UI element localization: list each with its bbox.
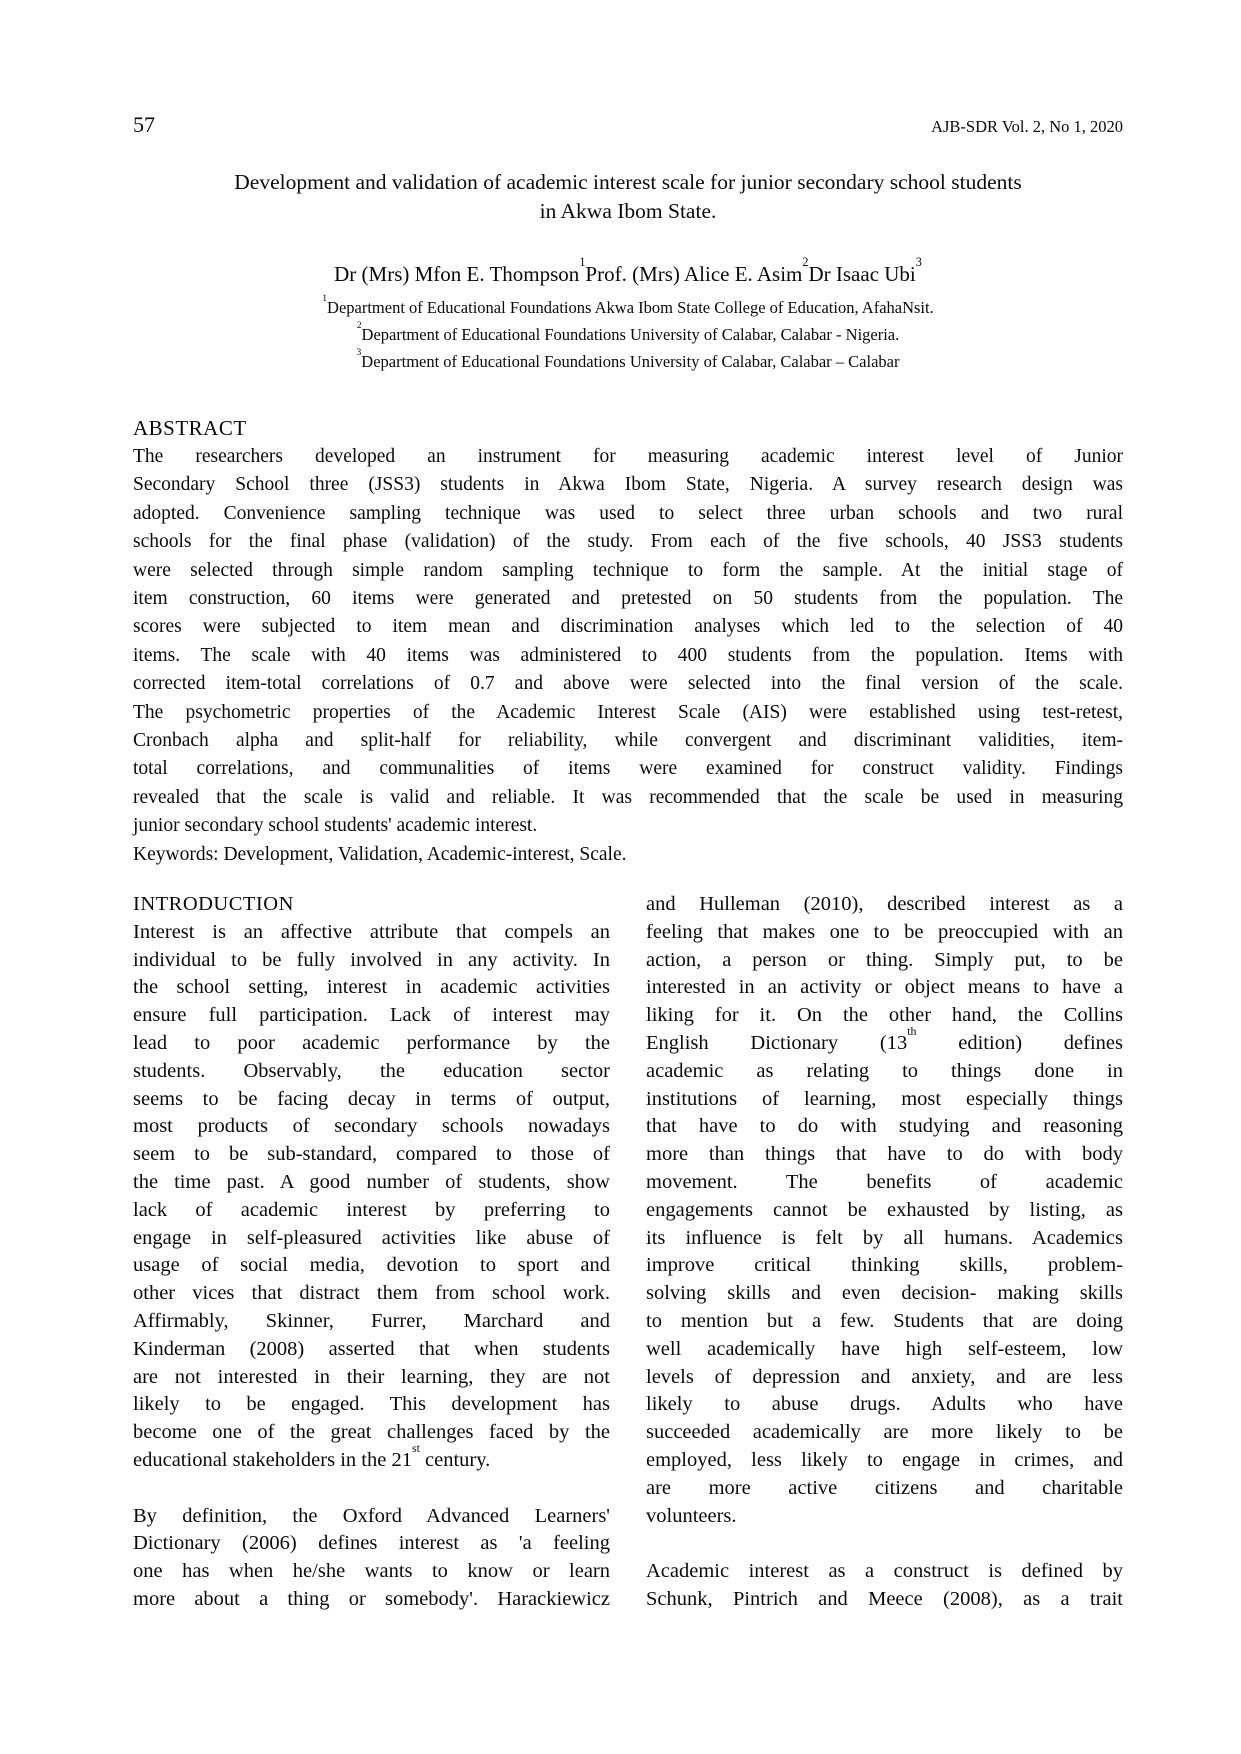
text-line: other vices that distract them from school work. xyxy=(133,1282,610,1305)
affiliation-line-3: $^3$Department of Educational Foundations University of Calabar, Calabar – Calabar xyxy=(356,347,900,371)
authors-line: Dr (Mrs) Mfon E. Thompson$^1$Prof. (Mrs) Alice E. Asim$^2$Dr Isaac Ubi$^3$ xyxy=(334,255,922,286)
text-line: improve critical thinking skills, problem- xyxy=(646,1254,1123,1277)
affiliation-line-1: $^1$Department of Educational Foundations Akwa Ibom State College of Education, AfahaNsit. xyxy=(322,293,934,317)
text-line: likely to abuse drugs. Adults who have xyxy=(646,1393,1123,1416)
superscript: 1 xyxy=(322,293,328,305)
affiliation-line-2: $^2$Department of Educational Foundations University of Calabar, Calabar - Nigeria. xyxy=(356,320,900,344)
text-line: The psychometric properties of the Academic Interest Scale (AIS) were established using test-retest, xyxy=(133,701,1123,723)
text-line: items. The scale with 40 items was administered to 400 students from the population. Items with xyxy=(133,644,1123,666)
paragraph xyxy=(646,1558,1123,1614)
text-line: more about a thing or somebody'. Harackiewicz xyxy=(133,1588,610,1611)
page-content xyxy=(133,112,1123,1614)
superscript: 1 xyxy=(579,255,586,270)
text-line: Schunk, Pintrich and Meece (2008), as a trait xyxy=(646,1588,1123,1611)
text-line: seem to be sub-standard, compared to those of xyxy=(133,1143,610,1166)
text-line: English Dictionary (13th edition) defines xyxy=(646,1023,1123,1055)
text-line: its influence is felt by all humans. Academics xyxy=(646,1226,1123,1249)
text-line: that have to do with studying and reasoning xyxy=(646,1115,1123,1138)
text-line: seems to be facing decay in terms of output, xyxy=(133,1087,610,1110)
text-line: one has when he/she wants to know or learn xyxy=(133,1560,610,1583)
text-line: employed, less likely to engage in crimes, and xyxy=(646,1449,1123,1472)
text-line: individual to be fully involved in any activity. In xyxy=(133,948,610,971)
text-line: item construction, 60 items were generated and pretested on 50 students from the population. The xyxy=(133,588,1123,610)
text-line: levels of depression and anxiety, and are less xyxy=(646,1365,1123,1388)
text-line: educational stakeholders in the 21st century. xyxy=(133,1440,491,1472)
left-column xyxy=(133,891,610,1614)
superscript: 2 xyxy=(802,255,809,270)
text-line: the time past. A good number of students, show xyxy=(133,1171,610,1194)
left-column-body xyxy=(133,919,610,1614)
text-line: students. Observably, the education sector xyxy=(133,1059,610,1082)
text-line: well academically have high self-esteem, low xyxy=(646,1337,1123,1360)
text-line: corrected item-total correlations of 0.7 and above were selected into the final version of the scale. xyxy=(133,673,1123,695)
text-line: Interest is an affective attribute that compels an xyxy=(133,920,610,943)
right-column-body xyxy=(646,891,1123,1614)
text-line: revealed that the scale is valid and reliable. It was recommended that the scale be used in measuring xyxy=(133,786,1123,808)
superscript: st xyxy=(411,1440,420,1455)
text-line: feeling that makes one to be preoccupied with an xyxy=(646,920,1123,943)
text-line: Academic interest as a construct is defined by xyxy=(646,1560,1123,1583)
text-line: interested in an activity or object means to have a xyxy=(646,976,1123,999)
text-line: the school setting, interest in academic activities xyxy=(133,976,610,999)
text-line: institutions of learning, most especially things xyxy=(646,1087,1123,1110)
text-line: solving skills and even decision- making skills xyxy=(646,1282,1123,1305)
text-line: Kinderman (2008) asserted that when students xyxy=(133,1337,610,1360)
text-line: usage of social media, devotion to sport and xyxy=(133,1254,610,1277)
text-line: junior secondary school students' academic interest. xyxy=(133,815,538,837)
text-line: lead to poor academic performance by the xyxy=(133,1032,610,1055)
abstract-body xyxy=(133,443,1123,841)
superscript: 2 xyxy=(356,320,362,332)
paragraph xyxy=(646,891,1123,1530)
text-line: Affirmably, Skinner, Furrer, Marchard and xyxy=(133,1310,610,1333)
abstract-heading: ABSTRACT xyxy=(133,416,247,440)
text-line: are not interested in their learning, they are not xyxy=(133,1365,610,1388)
page-header xyxy=(133,112,1123,140)
text-line: most products of secondary schools nowadays xyxy=(133,1115,610,1138)
keywords-line: Keywords: Development, Validation, Academic-interest, Scale. xyxy=(133,843,627,865)
text-line: and Hulleman (2010), described interest as a xyxy=(646,893,1123,916)
paragraph xyxy=(133,919,610,1475)
text-line: By definition, the Oxford Advanced Learners' xyxy=(133,1504,610,1527)
abstract-section xyxy=(133,413,1123,869)
journal-reference: AJB-SDR Vol. 2, No 1, 2020 xyxy=(931,117,1123,136)
text-line: ensure full participation. Lack of interest may xyxy=(133,1004,610,1027)
text-line: lack of academic interest by preferring to xyxy=(133,1198,610,1221)
superscript: 3 xyxy=(915,255,922,270)
text-line: volunteers. xyxy=(646,1504,737,1527)
text-line: The researchers developed an instrument for measuring academic interest level of Junior xyxy=(133,446,1123,467)
text-line: Dictionary (2006) defines interest as 'a feeling xyxy=(133,1532,610,1555)
text-line: more than things that have to do with body xyxy=(646,1143,1123,1166)
text-line: Cronbach alpha and split-half for reliability, while convergent and discriminant validities, item- xyxy=(133,730,1123,752)
paragraph xyxy=(133,1503,610,1614)
article-title-line-2: in Akwa Ibom State. xyxy=(539,199,717,223)
text-line: academic as relating to things done in xyxy=(646,1059,1123,1082)
text-line: Secondary School three (JSS3) students in Akwa Ibom State, Nigeria. A survey research design was xyxy=(133,474,1123,496)
text-line: succeeded academically are more likely to be xyxy=(646,1421,1123,1444)
affiliations-block xyxy=(133,294,1123,375)
text-line: engage in self-pleasured activities like abuse of xyxy=(133,1226,610,1249)
text-line: are more active citizens and charitable xyxy=(646,1476,1123,1499)
text-line: likely to be engaged. This development has xyxy=(133,1393,610,1416)
introduction-heading: INTRODUCTION xyxy=(133,893,294,916)
right-column xyxy=(646,891,1123,1614)
text-line: schools for the final phase (validation) of the study. From each of the five schools, 40 JSS3 students xyxy=(133,531,1123,553)
superscript: th xyxy=(907,1023,917,1038)
page-number: 57 xyxy=(133,112,155,137)
text-line: movement. The benefits of academic xyxy=(646,1171,1123,1194)
superscript: 3 xyxy=(356,347,362,359)
text-line: engagements cannot be exhausted by listing, as xyxy=(646,1198,1123,1221)
text-line: liking for it. On the other hand, the Collins xyxy=(646,1004,1123,1027)
text-line: become one of the great challenges faced by the xyxy=(133,1421,610,1444)
text-line: to mention but a few. Students that are doing xyxy=(646,1310,1123,1333)
article-title xyxy=(133,168,1123,226)
text-line: were selected through simple random sampling technique to form the sample. At the initial stage of xyxy=(133,559,1123,581)
paragraph xyxy=(133,443,1123,841)
article-title-line-1: Development and validation of academic interest scale for junior secondary school students xyxy=(234,170,1022,194)
text-line: total correlations, and communalities of items were examined for construct validity. Findings xyxy=(133,758,1123,780)
introduction-section xyxy=(133,891,1123,1614)
text-line: scores were subjected to item mean and discrimination analyses which led to the selection of 40 xyxy=(133,616,1123,638)
text-line: action, a person or thing. Simply put, to be xyxy=(646,948,1123,971)
text-line: adopted. Convenience sampling technique was used to select three urban schools and two rural xyxy=(133,502,1123,524)
